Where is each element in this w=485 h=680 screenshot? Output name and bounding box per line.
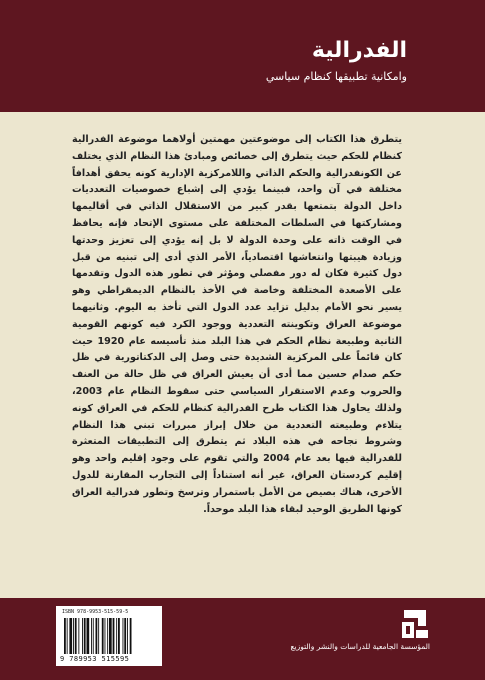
book-subtitle: وامكانية تطبيقها كنظام سياسي (265, 70, 407, 83)
barcode-bar (102, 618, 104, 654)
barcode-bar (82, 618, 83, 654)
barcode-bar (113, 618, 115, 654)
isbn-label: ISBN 978-9953-515-59-5 (62, 609, 129, 615)
publisher-logo-icon (400, 608, 430, 640)
barcode-bar (91, 618, 92, 654)
book-blurb: يتطرق هذا الكتاب إلى موضوعتين مهمتين أولاهما موضوعة الفدرالية كنظام للحكم حيث يتطرق إلى خصائص ومبادئ هذا النظام الذي يختلف عن الكونفدرالية والحكم الذاتي واللامركزية الإدارية كونه يحقق أهدافاً مختلفة في آن واحد، فبينما يؤدي إلى إشباع خصوصيات التعدديات داخل الدولة بتمتعها بقدر كبير من الاستقلال الذاتي في أقاليمها ومشاركتها في السلطات المختلفة على مستوى الإتحاد فإنه يحافظ في الوقت ذاته على وحدة الدولة لا بل إنه يؤدي إلى تعزيز وحدتها وزيادة هيبتها وانتعاشها اقتصادياً، الأمر الذي أدى إلى تبنيه من قبل دول كثيرة فكان له دور مفصلي ومؤثر في تطور هذه الدول وتقدمها على الأصعدة المختلفة وخاصة في الأخذ بالنظام الديمقراطي وهو يسير نحو الأمام بدليل تزايد عدد الدول التي تأخذ به اليوم. وثانيهما موضوعة العراق وتكوينته التعددية ووجود الكرد فيه كونهم القومية الثانية وطبيعة نظام الحكم في هذا البلد منذ تأسيسه عام 1920 حيث كان قائماً على المركزية الشديدة حتى وصل إلى الدكتاتورية في ظل حكم صدام حسين مما أدى أن يعيش العراق في ظل حالة من العنف والحروب وعدم الاستقرار السياسي حتى سقوط النظام عام 2003، ولذلك يحاول هذا الكتاب طرح الفدرالية كنظام للحكم في العراق كونه يتلاءم وطبيعته التعددية من خلال إبراز مبررات تبني هذا النظام وشروط نجاحه في هذه البلاد ثم يتطرق إلى التطبيقات المتعثرة للفدرالية فيها بعد عام 2004 والتي تقوم على وجود إقليم واحد وهو إقليم كردستان العراق، غير أنه استناداً إلى التجارب المقارنة للدول الأخرى، هناك بصيص من الأمل باستمرار وترسخ وتطور فدرالية العراق كونها الطريق الوحيد لبقاء هذا البلد موحداً. (72, 134, 402, 515)
barcode-bar (118, 618, 120, 654)
barcode-bar (123, 618, 124, 654)
barcode-bar (75, 618, 77, 654)
barcode-bar (87, 618, 90, 654)
barcode-bar (116, 618, 117, 654)
barcode-bar (64, 618, 66, 654)
barcode (56, 606, 162, 666)
publisher-name: المؤسسة الجامعية للدراسات والنشر والتوزيع (290, 642, 430, 651)
cover-header (0, 0, 485, 112)
barcode-bar (127, 618, 128, 654)
barcode-bar (84, 618, 86, 654)
barcode-bar (96, 618, 98, 654)
barcode-bar (78, 618, 79, 654)
barcode-bar (69, 618, 72, 654)
barcode-bars (64, 618, 154, 654)
barcode-bar (73, 618, 74, 654)
book-title: الفدرالية (311, 38, 407, 63)
isbn-digits: 9 789953 515595 (60, 655, 130, 663)
barcode-bar (98, 618, 99, 654)
barcode-bar (130, 618, 132, 654)
barcode-bar (124, 618, 126, 654)
barcode-bar (107, 618, 108, 654)
barcode-bar (109, 618, 112, 654)
barcode-bar (105, 618, 106, 654)
barcode-bar (67, 618, 68, 654)
barcode-bar (93, 618, 94, 654)
